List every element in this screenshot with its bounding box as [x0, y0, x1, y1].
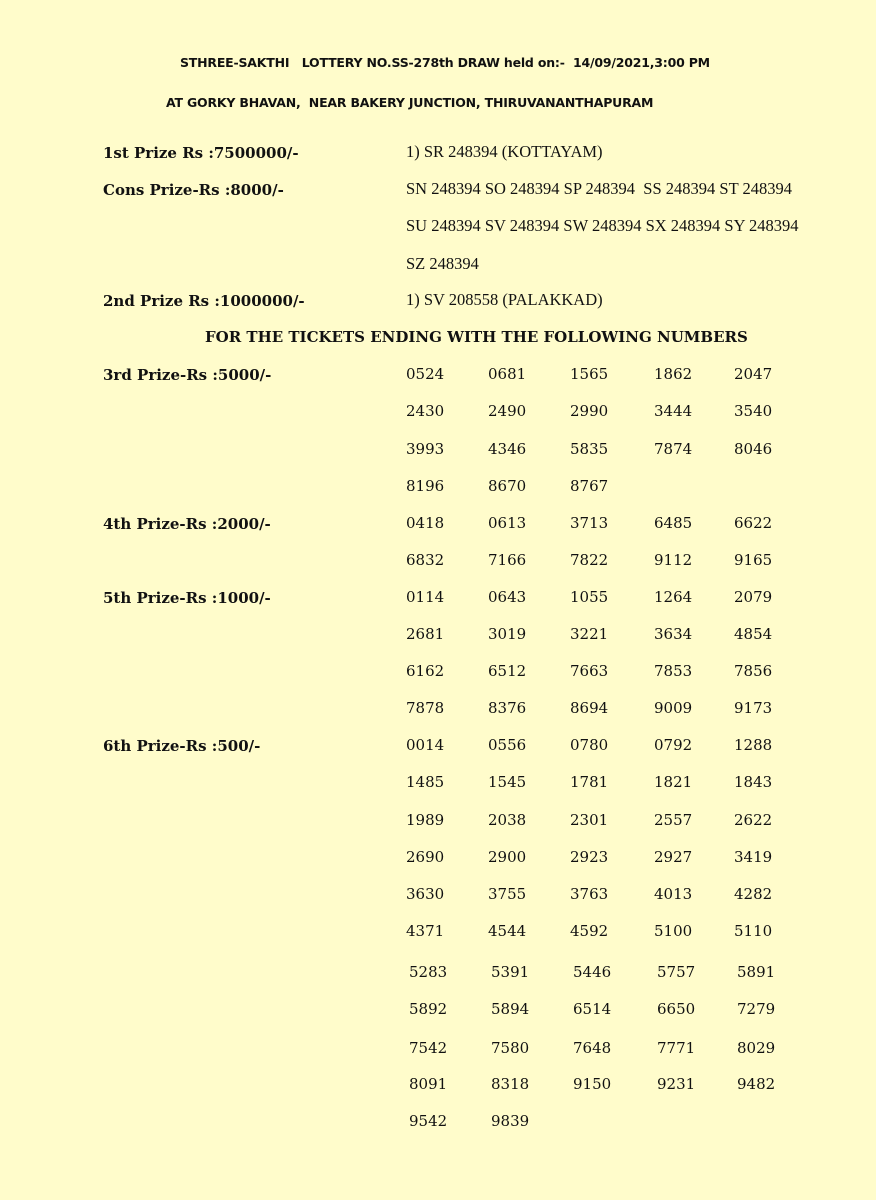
first-prize-winner: 1) SR 248394 (KOTTAYAM)	[406, 142, 603, 161]
winning-number: 8196	[406, 477, 445, 495]
winning-number: 0556	[488, 736, 527, 754]
winning-number: 4592	[570, 922, 609, 940]
winning-number: 6162	[406, 662, 445, 680]
winning-number: 1781	[570, 773, 609, 791]
tickets-ending-subheading: FOR THE TICKETS ENDING WITH THE FOLLOWING NUMBERS	[205, 328, 748, 346]
winning-number: 7856	[734, 662, 773, 680]
winning-number: 3763	[570, 885, 609, 903]
winning-number: 5892	[409, 1000, 448, 1018]
winning-number: 9112	[654, 551, 693, 569]
cons-prize-line: SZ 248394	[406, 254, 479, 273]
draw-title: STHREE-SAKTHI LOTTERY NO.SS-278th DRAW held on:- 14/09/2021,3:00 PM	[180, 55, 710, 70]
winning-number: 9173	[734, 699, 773, 717]
winning-number: 1545	[488, 773, 527, 791]
winning-number: 0114	[406, 588, 445, 606]
winning-number: 8670	[488, 477, 527, 495]
cons-prize-label: Cons Prize-Rs :8000/-	[103, 181, 284, 199]
winning-number: 2681	[406, 625, 445, 643]
second-prize-label: 2nd Prize Rs :1000000/-	[103, 292, 305, 310]
winning-number: 2301	[570, 811, 609, 829]
winning-number: 7822	[570, 551, 609, 569]
winning-number: 1843	[734, 773, 773, 791]
winning-number: 0418	[406, 514, 445, 532]
winning-number: 8046	[734, 440, 773, 458]
winning-number: 8318	[491, 1075, 530, 1093]
draw-venue: AT GORKY BHAVAN, NEAR BAKERY JUNCTION, THIRUVANANTHAPURAM	[166, 95, 654, 110]
winning-number: 7878	[406, 699, 445, 717]
winning-number: 0014	[406, 736, 445, 754]
winning-number: 5891	[737, 963, 776, 981]
winning-number: 3630	[406, 885, 445, 903]
winning-number: 9009	[654, 699, 693, 717]
winning-number: 1565	[570, 365, 609, 383]
winning-number: 7580	[491, 1039, 530, 1057]
winning-number: 0643	[488, 588, 527, 606]
winning-number: 8029	[737, 1039, 776, 1057]
winning-number: 4282	[734, 885, 773, 903]
winning-number: 3419	[734, 848, 773, 866]
winning-number: 3444	[654, 402, 693, 420]
winning-number: 2990	[570, 402, 609, 420]
winning-number: 2430	[406, 402, 445, 420]
winning-number: 2490	[488, 402, 527, 420]
winning-number: 6650	[657, 1000, 696, 1018]
prize-label: 5th Prize-Rs :1000/-	[103, 589, 271, 607]
winning-number: 5757	[657, 963, 696, 981]
winning-number: 8091	[409, 1075, 448, 1093]
winning-number: 2900	[488, 848, 527, 866]
winning-number: 7542	[409, 1039, 448, 1057]
winning-number: 9231	[657, 1075, 696, 1093]
winning-number: 7771	[657, 1039, 696, 1057]
winning-number: 3755	[488, 885, 527, 903]
first-prize-label: 1st Prize Rs :7500000/-	[103, 144, 299, 162]
winning-number: 5894	[491, 1000, 530, 1018]
winning-number: 1055	[570, 588, 609, 606]
winning-number: 1485	[406, 773, 445, 791]
winning-number: 8767	[570, 477, 609, 495]
winning-number: 2622	[734, 811, 773, 829]
winning-number: 2927	[654, 848, 693, 866]
winning-number: 3713	[570, 514, 609, 532]
winning-number: 3634	[654, 625, 693, 643]
winning-number: 7853	[654, 662, 693, 680]
winning-number: 1821	[654, 773, 693, 791]
winning-number: 7648	[573, 1039, 612, 1057]
winning-number: 1288	[734, 736, 773, 754]
winning-number: 3019	[488, 625, 527, 643]
winning-number: 1264	[654, 588, 693, 606]
winning-number: 9839	[491, 1112, 530, 1130]
winning-number: 7663	[570, 662, 609, 680]
cons-prize-line: SU 248394 SV 248394 SW 248394 SX 248394 SY 248394	[406, 216, 799, 235]
winning-number: 2557	[654, 811, 693, 829]
winning-number: 2690	[406, 848, 445, 866]
winning-number: 3540	[734, 402, 773, 420]
winning-number: 6622	[734, 514, 773, 532]
winning-number: 9165	[734, 551, 773, 569]
winning-number: 4371	[406, 922, 445, 940]
winning-number: 5446	[573, 963, 612, 981]
winning-number: 9542	[409, 1112, 448, 1130]
prize-label: 4th Prize-Rs :2000/-	[103, 515, 271, 533]
winning-number: 2079	[734, 588, 773, 606]
winning-number: 4544	[488, 922, 527, 940]
winning-number: 4346	[488, 440, 527, 458]
winning-number: 6514	[573, 1000, 612, 1018]
winning-number: 2047	[734, 365, 773, 383]
winning-number: 7279	[737, 1000, 776, 1018]
winning-number: 5110	[734, 922, 773, 940]
winning-number: 0792	[654, 736, 693, 754]
winning-number: 0780	[570, 736, 609, 754]
winning-number: 0613	[488, 514, 527, 532]
winning-number: 4854	[734, 625, 773, 643]
winning-number: 1862	[654, 365, 693, 383]
winning-number: 3993	[406, 440, 445, 458]
winning-number: 5391	[491, 963, 530, 981]
winning-number: 3221	[570, 625, 609, 643]
winning-number: 5100	[654, 922, 693, 940]
winning-number: 6512	[488, 662, 527, 680]
winning-number: 5835	[570, 440, 609, 458]
winning-number: 8694	[570, 699, 609, 717]
winning-number: 2923	[570, 848, 609, 866]
winning-number: 5283	[409, 963, 448, 981]
winning-number: 4013	[654, 885, 693, 903]
winning-number: 1989	[406, 811, 445, 829]
prize-label: 3rd Prize-Rs :5000/-	[103, 366, 272, 384]
winning-number: 9150	[573, 1075, 612, 1093]
winning-number: 8376	[488, 699, 527, 717]
cons-prize-line: SN 248394 SO 248394 SP 248394 SS 248394 ST 248394	[406, 179, 792, 198]
winning-number: 6485	[654, 514, 693, 532]
winning-number: 9482	[737, 1075, 776, 1093]
prize-label: 6th Prize-Rs :500/-	[103, 737, 261, 755]
winning-number: 2038	[488, 811, 527, 829]
winning-number: 7874	[654, 440, 693, 458]
winning-number: 0524	[406, 365, 445, 383]
winning-number: 7166	[488, 551, 527, 569]
second-prize-winner: 1) SV 208558 (PALAKKAD)	[406, 290, 603, 309]
winning-number: 0681	[488, 365, 527, 383]
winning-number: 6832	[406, 551, 445, 569]
